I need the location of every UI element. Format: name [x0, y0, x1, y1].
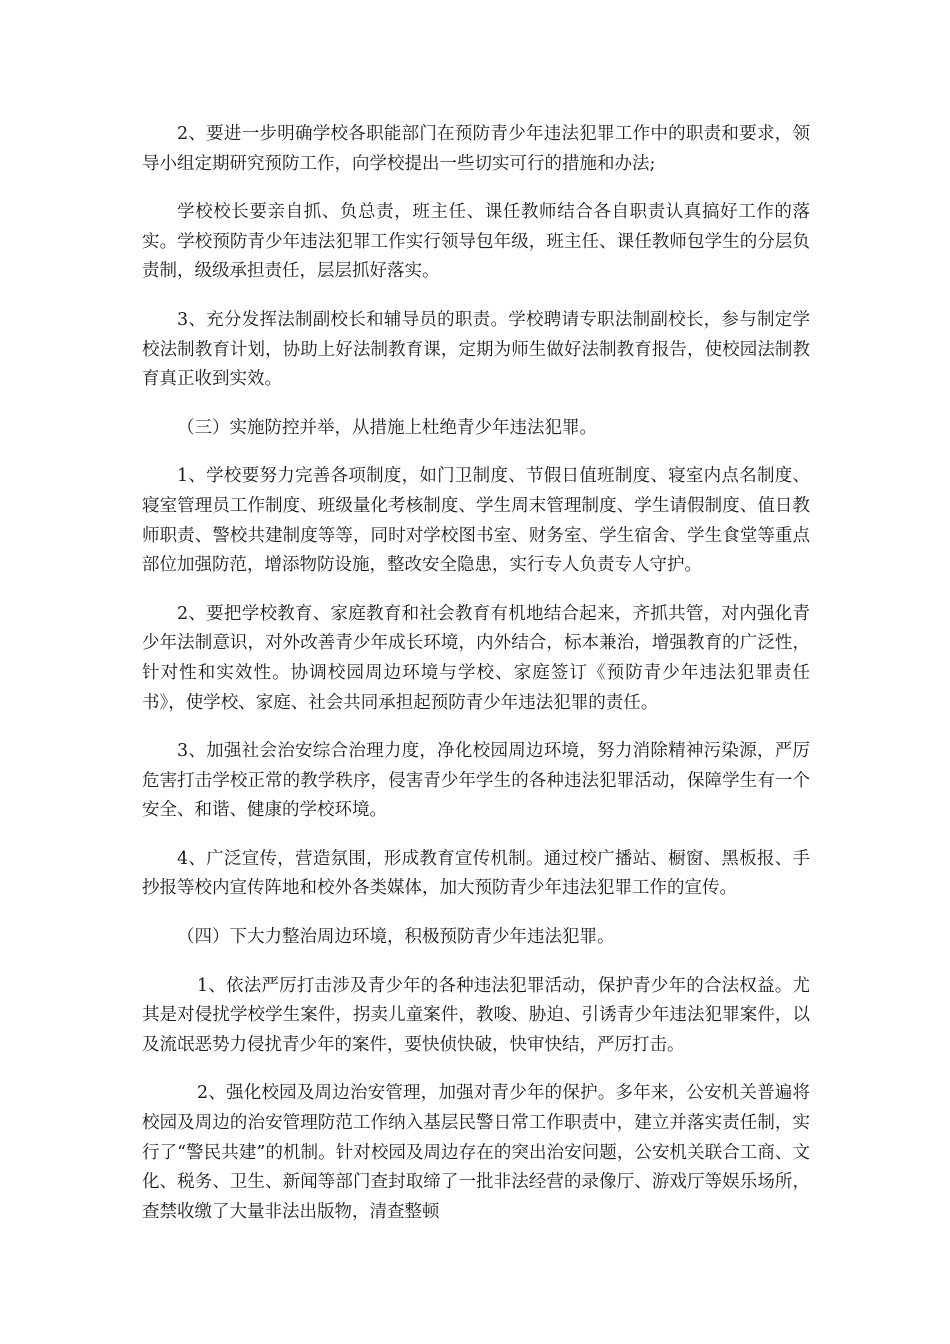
document-body: [142, 120, 810, 1246]
section-heading-four: （四）下大力整治周边环境，积极预防青少年违法犯罪。: [177, 927, 615, 948]
paragraph-publicity: 4、广泛宣传，营造氛围，形成教育宣传机制。通过校广播站、橱窗、黑板报、手抄报等校内宣传阵地和校外各类媒体，加大预防青少年违法犯罪工作的宣传。: [142, 848, 810, 899]
paragraph-crackdown: 1、依法严厉打击涉及青少年的各种违法犯罪活动，保护青少年的合法权益。尤其是对侵扰学校学生案件，拐卖儿童案件，教唆、胁迫、引诱青少年违法犯罪案件，以及流氓恶势力侵扰青少年的案件，要快侦快破，快审快结，严厉打击。: [142, 975, 810, 1055]
paragraph-legal-vice-principal: 3、充分发挥法制副校长和辅导员的职责。学校聘请专职法制副校长，参与制定学校法制教育计划，协助上好法制教育课，定期为师生做好法制教育报告，使校园法制教育真正收到实效。: [142, 309, 810, 390]
paragraph-combined-education: 2、要把学校教育、家庭教育和社会教育有机地结合起来，齐抓共管，对内强化青少年法制意识，对外改善青少年成长环境，内外结合，标本兼治，增强教育的广泛性，针对性和实效性。协调校园周边环境与学校、家庭签订《预防青少年违法犯罪责任书》，使学校、家庭、社会共同承担起预防青少年违法犯罪的责任。: [142, 603, 810, 713]
section-heading-three: （三）实施防控并举，从措施上杜绝青少年违法犯罪。: [177, 417, 597, 438]
paragraph-duty-clarify: 2、要进一步明确学校各职能部门在预防青少年违法犯罪工作中的职责和要求，领导小组定期研究预防工作，向学校提出一些切实可行的措施和办法;: [142, 124, 810, 174]
paragraph-principal-responsibility: 学校校长要亲自抓、负总责，班主任、课任教师结合各自职责认真搞好工作的落实。学校预防青少年违法犯罪工作实行领导包年级，班主任、课任教师包学生的分层负责制，级级承担责任，层层抓好落实。: [142, 202, 810, 282]
paragraph-school-rules: 1、学校要努力完善各项制度，如门卫制度、节假日值班制度、寝室内点名制度、寝室管理员工作制度、班级量化考核制度、学生周末管理制度、学生请假制度、值日教师职责、警校共建制度等等，同时对学校图书室、财务室、学生宿舍、学生食堂等重点部位加强防范，增添物防设施，整改安全隐患，实行专人负责专人守护。: [142, 466, 810, 576]
paragraph-campus-security: 2、强化校园及周边治安管理，加强对青少年的保护。多年来，公安机关普遍将校园及周边的治安管理防范工作纳入基层民警日常工作职责中，建立并落实责任制，实行了“警民共建”的机制。针对校园及周边存在的突出治安问题，公安机关联合工商、文化、税务、卫生、新闻等部门查封取缔了一批非法经营的录像厅、游戏厅等娱乐场所，查禁收缴了大量非法出版物，清查整顿: [142, 1083, 810, 1222]
paragraph-public-security: 3、加强社会治安综合治理力度，净化校园周边环境，努力消除精神污染源，严厉危害打击学校正常的教学秩序，侵害青少年学生的各种违法犯罪活动，保障学生有一个安全、和谐、健康的学校环境。: [142, 741, 810, 821]
